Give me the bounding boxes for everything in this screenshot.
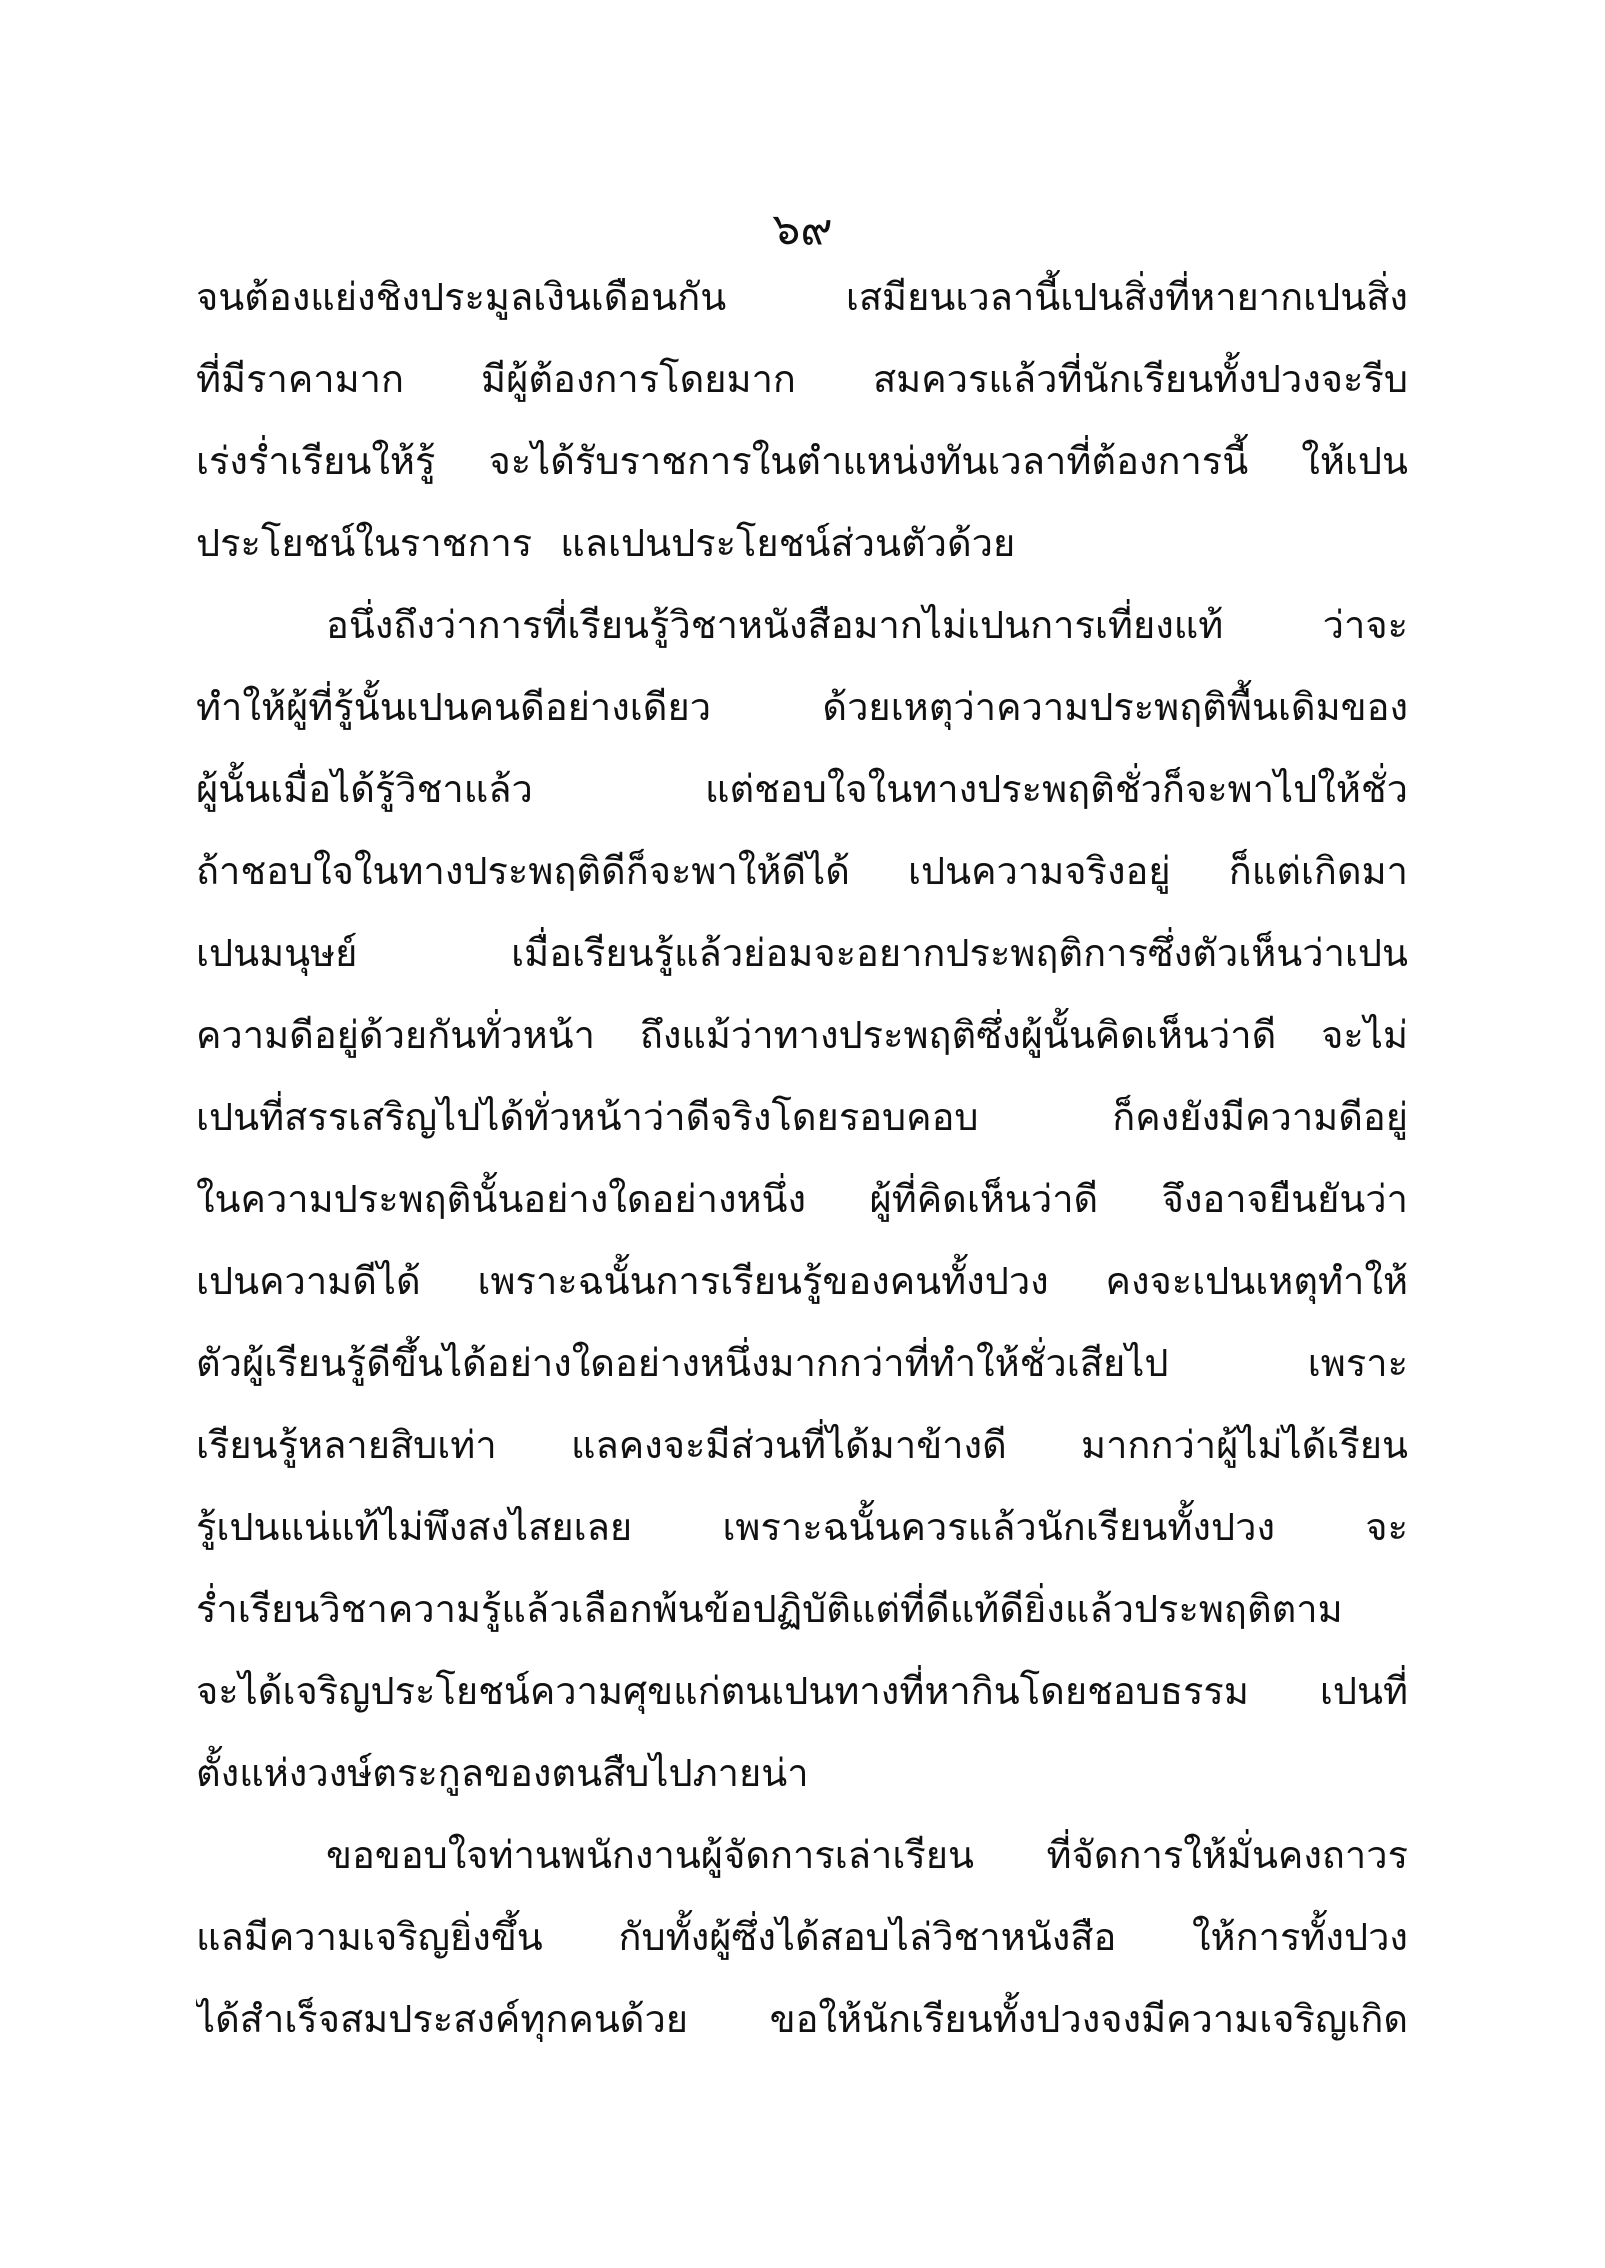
text-line <box>196 1498 1408 1556</box>
text-segment: จึงอาจยืนยันว่า <box>1161 1177 1408 1221</box>
text-segment: จะได้รับราชการในตำแหน่งทันเวลาที่ต้องการนี้ <box>488 439 1249 483</box>
text-segment: จะไม่ <box>1321 1013 1408 1057</box>
text-segment: ก็คงยังมีความดีอยู่ <box>1112 1095 1408 1139</box>
text-segment: ถ้าชอบใจในทางประพฤติดีก็จะพาให้ดีได้ <box>196 849 850 893</box>
text-segment: เปนที่สรรเสริญไปได้ทั่วหน้าว่าดีจริงโดยรอบคอบ <box>196 1095 979 1139</box>
text-segment: ทำให้ผู้ที่รู้นั้นเปนคนดีอย่างเดียว <box>196 685 712 729</box>
text-line <box>196 842 1408 900</box>
text-line <box>196 1990 1408 2048</box>
text-segment: ความดีอยู่ด้วยกันทั่วหน้า <box>196 1013 595 1057</box>
text-segment: ก็แต่เกิดมา <box>1228 849 1408 893</box>
text-line <box>196 1416 1408 1474</box>
text-segment: เร่งร่ำเรียนให้รู้ <box>196 439 436 483</box>
text-segment: กับทั้งผู้ซึ่งได้สอบไล่วิชาหนังสือ <box>618 1915 1117 1959</box>
text-segment: เปนมนุษย์ <box>196 931 358 975</box>
text-line <box>196 678 1408 736</box>
text-line <box>196 1744 1408 1802</box>
text-segment: จะได้เจริญประโยชน์ความศุขแก่ตนเปนทางที่หากินโดยชอบธรรม <box>196 1669 1249 1713</box>
text-segment: เพราะฉนั้นการเรียนรู้ของคนทั้งปวง <box>477 1259 1049 1303</box>
text-segment: เสมียนเวลานี้เปนสิ่งที่หายากเปนสิ่ง <box>845 275 1408 319</box>
text-segment: ผู้นั้นเมื่อได้รู้วิชาแล้ว <box>196 767 533 811</box>
text-line <box>196 514 1408 572</box>
text-segment: อนึ่งถึงว่าการที่เรียนรู้วิชาหนังสือมากไม่เปนการเที่ยงแท้ <box>326 603 1224 647</box>
text-segment: เพราะฉนั้นควรแล้วนักเรียนทั้งปวง <box>722 1505 1275 1549</box>
text-segment: คงจะเปนเหตุทำให้ <box>1105 1259 1408 1303</box>
text-line <box>196 760 1408 818</box>
text-segment: มีผู้ต้องการโดยมาก <box>481 357 796 401</box>
text-segment: ร่ำเรียนวิชาความรู้แล้วเลือกพ้นข้อปฏิบัติแต่ที่ดีแท้ดียิ่งแล้วประพฤติตาม <box>196 1587 1343 1631</box>
text-segment: ให้เปน <box>1301 439 1408 483</box>
text-segment: ว่าจะ <box>1322 603 1408 647</box>
paragraph-start-line <box>196 596 1408 654</box>
text-segment: รู้เปนแน่แท้ไม่พึงสงไสยเลย <box>196 1505 633 1549</box>
text-line <box>196 1580 1408 1638</box>
text-line <box>196 432 1408 490</box>
text-segment: เปนความจริงอยู่ <box>908 849 1171 893</box>
text-segment: ให้การทั้งปวง <box>1192 1915 1408 1959</box>
body-text <box>196 268 1408 2072</box>
text-line <box>196 1252 1408 1310</box>
text-segment: ประโยชน์ในราชการ <box>196 521 533 565</box>
text-segment: ในความประพฤตินั้นอย่างใดอย่างหนึ่ง <box>196 1177 807 1221</box>
text-line <box>196 1170 1408 1228</box>
text-segment: เรียนรู้หลายสิบเท่า <box>196 1423 497 1467</box>
text-segment: แลเปนประโยชน์ส่วนตัวด้วย <box>560 521 1016 565</box>
text-segment: ที่มีราคามาก <box>196 357 404 401</box>
text-segment: ที่จัดการให้มั่นคงถาวร <box>1046 1833 1408 1877</box>
text-line <box>196 350 1408 408</box>
text-line <box>196 1662 1408 1720</box>
text-line <box>196 1334 1408 1392</box>
text-segment: มากกว่าผู้ไม่ได้เรียน <box>1081 1423 1408 1467</box>
text-segment: ตัวผู้เรียนรู้ดีขึ้นได้อย่างใดอย่างหนึ่งมากกว่าที่ทำให้ชั่วเสียไป <box>196 1341 1169 1385</box>
text-segment: จนต้องแย่งชิงประมูลเงินเดือนกัน <box>196 275 727 319</box>
text-segment: ขอให้นักเรียนทั้งปวงจงมีความเจริญเกิด <box>769 1997 1408 2041</box>
text-line <box>196 1088 1408 1146</box>
text-segment: ได้สำเร็จสมประสงค์ทุกคนด้วย <box>196 1997 689 2041</box>
text-segment: ผู้ที่คิดเห็นว่าดี <box>869 1177 1099 1221</box>
text-segment: ด้วยเหตุว่าความประพฤติพื้นเดิมของ <box>822 685 1408 729</box>
paragraph-start-line <box>196 1826 1408 1884</box>
text-segment: เปนที่ <box>1319 1669 1408 1713</box>
text-segment: ตั้งแห่งวงษ์ตระกูลของตนสืบไปภายน่า <box>196 1751 809 1795</box>
text-line <box>196 268 1408 326</box>
text-segment: สมควรแล้วที่นักเรียนทั้งปวงจะรีบ <box>872 357 1408 401</box>
text-segment: ถึงแม้ว่าทางประพฤติซึ่งผู้นั้นคิดเห็นว่าดี <box>639 1013 1277 1057</box>
text-line <box>196 924 1408 982</box>
text-segment: จะ <box>1365 1505 1408 1549</box>
page-number: ๖๙ <box>772 204 833 255</box>
text-segment: แลคงจะมีส่วนที่ได้มาข้างดี <box>570 1423 1007 1467</box>
text-segment: แลมีความเจริญยิ่งขึ้น <box>196 1915 543 1959</box>
text-line <box>196 1908 1408 1966</box>
text-segment: แต่ชอบใจในทางประพฤติชั่วก็จะพาไปให้ชั่ว <box>704 767 1408 811</box>
text-segment: เมื่อเรียนรู้แล้วย่อมจะอยากประพฤติการซึ่งตัวเห็นว่าเปน <box>511 931 1408 975</box>
text-segment: เพราะ <box>1307 1341 1408 1385</box>
text-line <box>196 1006 1408 1064</box>
text-segment: ขอขอบใจท่านพนักงานผู้จัดการเล่าเรียน <box>326 1833 975 1877</box>
text-segment: เปนความดีได้ <box>196 1259 421 1303</box>
